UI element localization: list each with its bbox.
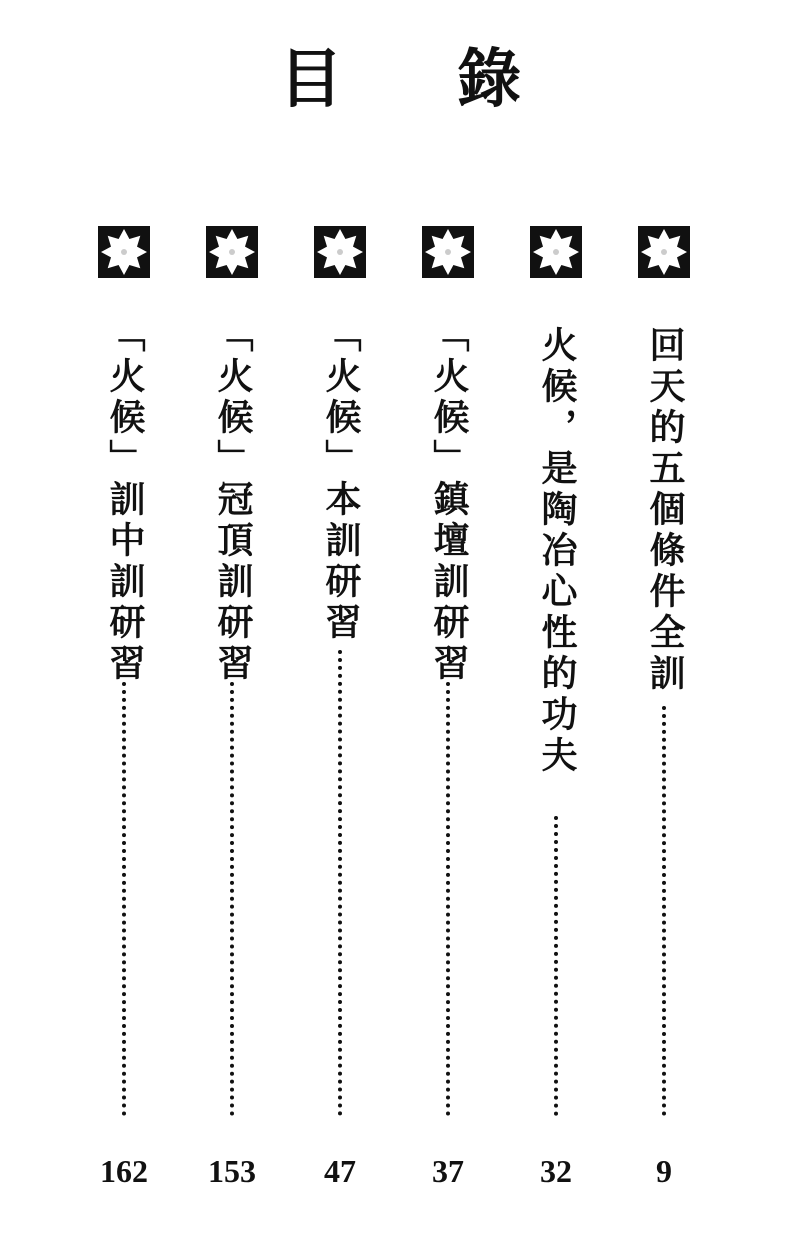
toc-entry[interactable] — [420, 226, 480, 1206]
toc-entry[interactable] — [204, 226, 264, 1206]
star-flower-ornament-icon — [638, 226, 690, 278]
toc-entry-title: 「火候」冠頂訓研習 — [212, 316, 253, 685]
toc-page-number: 162 — [100, 1153, 148, 1189]
toc-entry-title: 火候，是陶冶心性的功夫 — [536, 326, 577, 777]
star-flower-ornament-icon — [422, 226, 474, 278]
toc-page-number: 153 — [208, 1153, 256, 1189]
dot-leader — [230, 682, 234, 1116]
star-flower-ornament-icon — [206, 226, 258, 278]
toc-entry[interactable] — [312, 226, 372, 1206]
page-title: 目 錄 — [278, 43, 568, 117]
star-flower-ornament-icon — [98, 226, 150, 278]
star-flower-ornament-icon — [530, 226, 582, 278]
toc-entry-title: 回天的五個條件全訓 — [644, 326, 685, 695]
dot-leader — [446, 682, 450, 1116]
toc-entry-title: 「火候」鎮壇訓研習 — [428, 316, 469, 685]
toc-page-number: 37 — [432, 1153, 464, 1189]
star-flower-ornament-icon — [314, 226, 366, 278]
toc-page-number: 32 — [540, 1153, 572, 1189]
toc-entry[interactable] — [528, 226, 588, 1206]
dot-leader — [662, 706, 666, 1116]
dot-leader — [338, 650, 342, 1116]
toc-entry-title: 「火候」本訓研習 — [320, 316, 361, 644]
toc-page-number: 9 — [656, 1153, 672, 1189]
toc-entry[interactable] — [96, 226, 156, 1206]
toc-entry-title: 「火候」訓中訓研習 — [104, 316, 145, 685]
dot-leader — [122, 682, 126, 1116]
toc-page-number: 47 — [324, 1153, 356, 1189]
dot-leader — [554, 816, 558, 1116]
toc-entry[interactable] — [636, 226, 696, 1206]
